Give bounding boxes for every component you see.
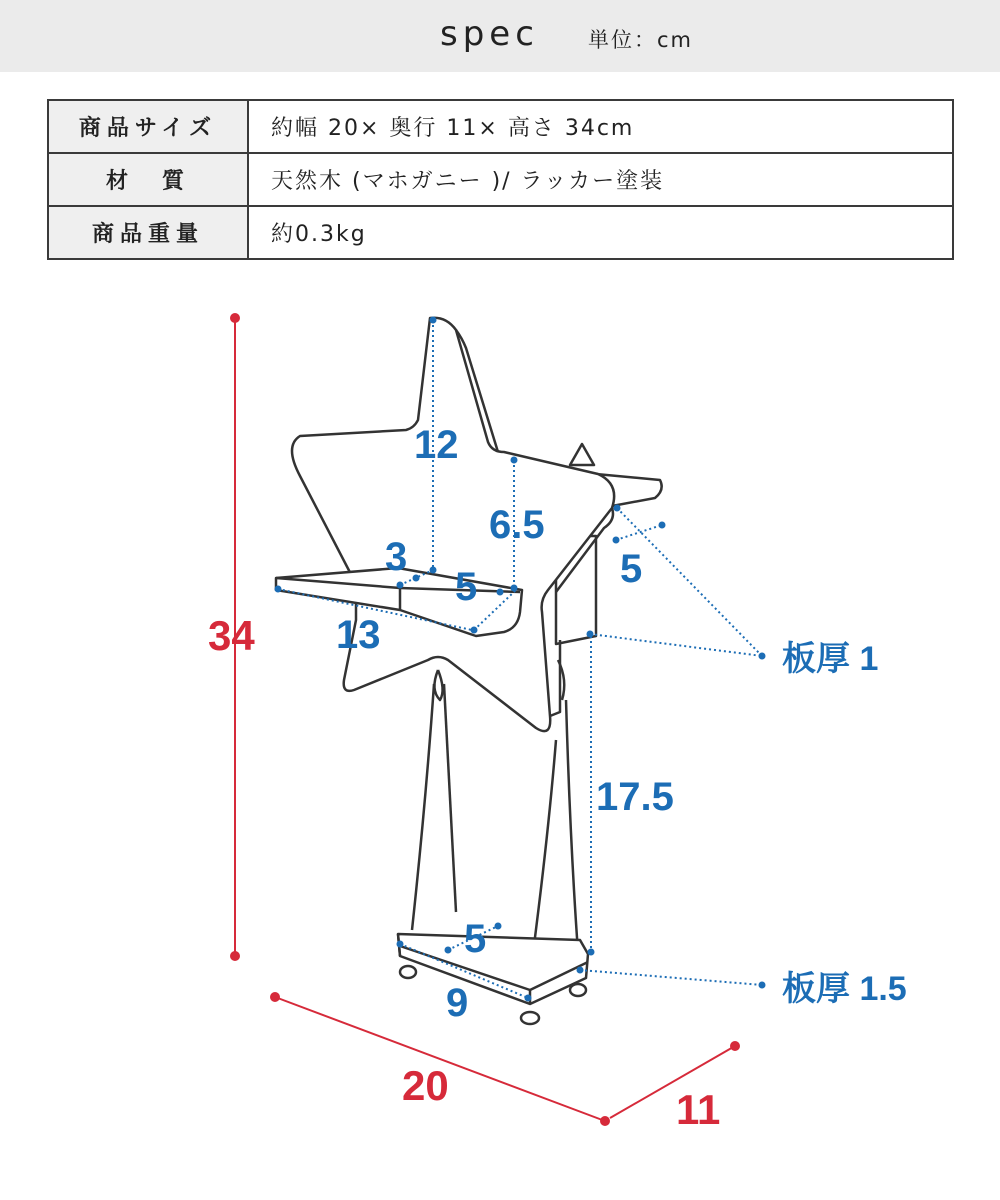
- board-thickness-1-5-label: 板厚 1.5: [782, 970, 907, 1008]
- small-5-label: 5: [455, 565, 478, 609]
- spec-value: 天然木 (マホガニー )/ ラッカー塗装: [248, 153, 953, 206]
- width-label: 20: [402, 1062, 449, 1109]
- height-label: 34: [208, 612, 255, 659]
- spec-key: 商品サイズ: [48, 100, 248, 153]
- base-5-label: 5: [464, 917, 487, 961]
- spec-value: 約幅 20× 奥行 11× 高さ 34cm: [248, 100, 953, 153]
- board-thickness-1-label: 板厚 1: [782, 640, 879, 678]
- shelf-13-label: 13: [336, 613, 381, 657]
- depth-label: 11: [676, 1086, 721, 1133]
- spec-key: 商品重量: [48, 206, 248, 259]
- unit-label: 単位：cm: [588, 28, 694, 52]
- base-9-label: 9: [446, 981, 469, 1025]
- spec-title: spec: [440, 14, 539, 54]
- right-5-label: 5: [620, 547, 643, 591]
- spec-value: 約0.3kg: [248, 206, 953, 259]
- star-height-label: 12: [414, 423, 459, 467]
- pole-17-5-label: 17.5: [596, 775, 674, 819]
- small-3-label: 3: [385, 535, 408, 579]
- spec-key: 材 質: [48, 153, 248, 206]
- inner-height-label: 6.5: [489, 503, 545, 547]
